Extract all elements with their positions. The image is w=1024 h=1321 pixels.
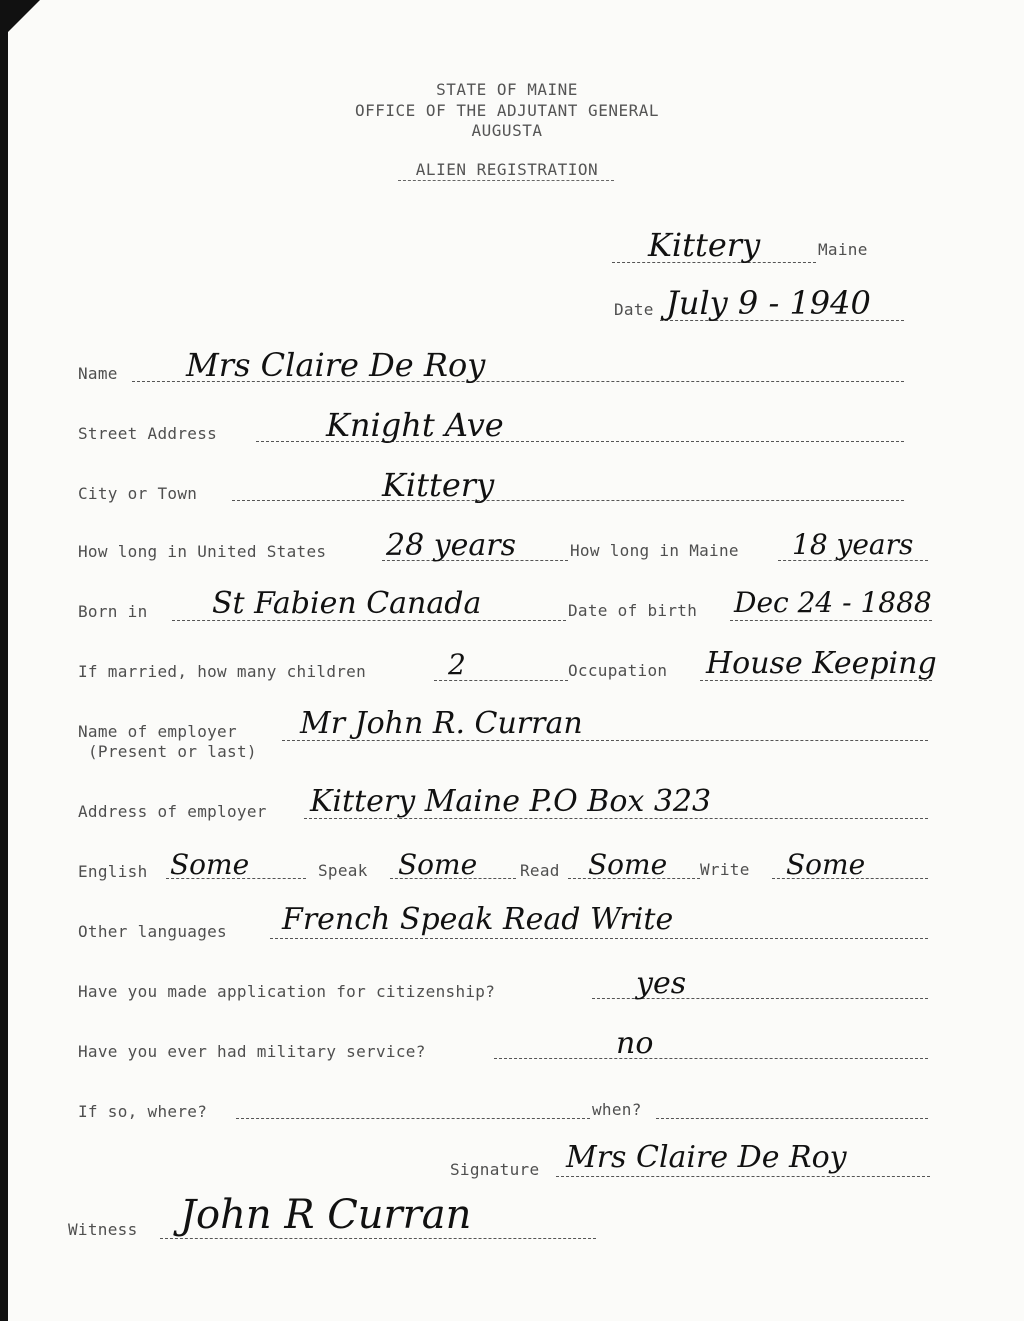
write-value: Some: [786, 848, 866, 881]
street-label: Street Address: [78, 424, 218, 443]
employer-value: Mr John R. Curran: [300, 706, 583, 741]
occupation-value: House Keeping: [706, 646, 937, 681]
date-value: July 9 - 1940: [666, 284, 871, 322]
us-value: 28 years: [386, 528, 517, 563]
when-line: [656, 1118, 928, 1119]
dob-line: [730, 620, 932, 621]
empaddr-label: Address of employer: [78, 802, 267, 821]
children-label: If married, how many children: [78, 662, 367, 681]
speak-value: Some: [398, 848, 478, 881]
maine-value: 18 years: [792, 528, 914, 561]
english-value: Some: [170, 848, 250, 881]
title-underline: [398, 180, 614, 181]
date-label: Date: [614, 300, 654, 319]
write-label: Write: [700, 860, 750, 879]
english-label: English: [78, 862, 148, 881]
signature-label: Signature: [450, 1160, 540, 1179]
folded-corner: [0, 0, 40, 40]
other-line: [270, 938, 928, 939]
us-label: How long in United States: [78, 542, 327, 561]
dob-label: Date of birth: [568, 601, 698, 620]
form-title: ALIEN REGISTRATION: [415, 160, 599, 179]
children-value: 2: [448, 648, 466, 681]
witness-label: Witness: [68, 1220, 138, 1239]
header-state: STATE OF MAINE: [436, 80, 578, 99]
when-label: when?: [592, 1100, 642, 1119]
born-value: St Fabien Canada: [212, 586, 482, 621]
maine-label: How long in Maine: [570, 541, 739, 560]
born-label: Born in: [78, 602, 148, 621]
street-value: Knight Ave: [326, 406, 504, 444]
military-value: no: [616, 1026, 654, 1061]
signature-value: Mrs Claire De Roy: [566, 1140, 847, 1175]
other-value: French Speak Read Write: [282, 902, 674, 937]
occupation-label: Occupation: [568, 661, 668, 680]
speak-label: Speak: [318, 861, 368, 880]
city-line: [232, 500, 904, 501]
witness-line: [160, 1238, 596, 1239]
signature-line: [556, 1176, 930, 1177]
dob-value: Dec 24 - 1888: [734, 586, 932, 619]
name-value: Mrs Claire De Roy: [186, 346, 486, 384]
where-line: [236, 1118, 590, 1119]
empaddr-value: Kittery Maine P.O Box 323: [310, 784, 712, 819]
read-label: Read: [520, 861, 560, 880]
state-label: Maine: [818, 240, 868, 259]
citizenship-label: Have you made application for citizenship?: [78, 982, 496, 1001]
scan-left-edge: [0, 0, 8, 1321]
city-label: City or Town: [78, 484, 198, 503]
name-label: Name: [78, 364, 118, 383]
employer-label: Name of employer: [78, 722, 237, 741]
header-office: OFFICE OF THE ADJUTANT GENERAL: [355, 101, 659, 120]
header-city: AUGUSTA: [471, 121, 543, 140]
employer-sublabel: (Present or last): [88, 742, 257, 761]
where-label: If so, where?: [78, 1102, 208, 1121]
military-line: [494, 1058, 928, 1059]
other-label: Other languages: [78, 922, 227, 941]
read-value: Some: [588, 848, 668, 881]
city-value: Kittery: [382, 466, 495, 504]
citizenship-value: yes: [636, 966, 687, 1001]
military-label: Have you ever had military service?: [78, 1042, 426, 1061]
witness-value: John R Curran: [180, 1192, 472, 1238]
town-value: Kittery: [648, 226, 761, 264]
